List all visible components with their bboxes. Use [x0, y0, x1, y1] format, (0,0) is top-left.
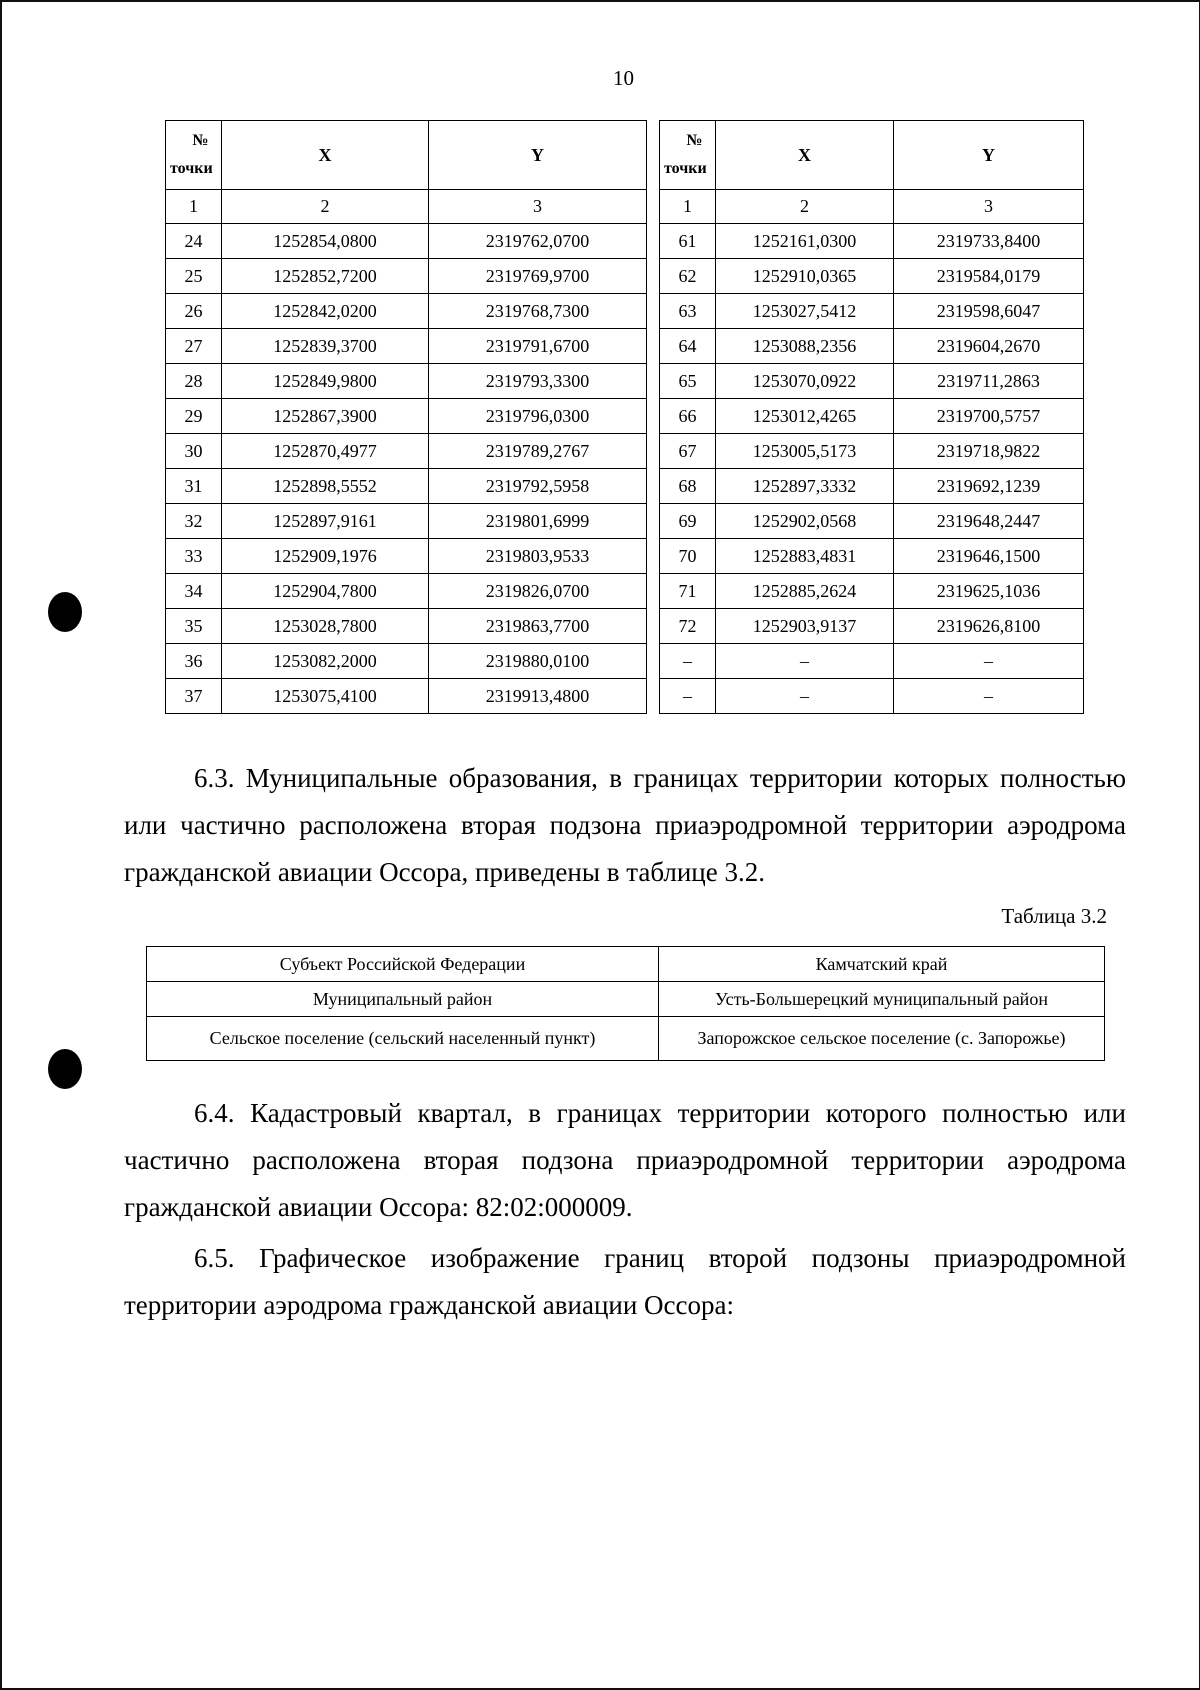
point-number-cell: 66 — [660, 399, 716, 434]
column-index: 3 — [894, 190, 1084, 224]
x-cell: 1252842,0200 — [222, 294, 429, 329]
table-row — [166, 574, 647, 609]
y-cell: 2319792,5958 — [429, 469, 647, 504]
x-cell: 1253012,4265 — [716, 399, 894, 434]
table-caption: Таблица 3.2 — [1001, 904, 1107, 928]
y-cell: 2319768,7300 — [429, 294, 647, 329]
point-number-cell: 67 — [660, 434, 716, 469]
x-cell: 1252904,7800 — [222, 574, 429, 609]
coordinates-table-right — [659, 120, 1084, 714]
table-row — [660, 329, 1084, 364]
x-cell: 1252867,3900 — [222, 399, 429, 434]
point-number-cell: 35 — [166, 609, 222, 644]
table-body — [660, 224, 1084, 714]
punch-hole — [48, 592, 82, 632]
table-cell: Усть-Большерецкий муниципальный район — [659, 982, 1105, 1017]
y-cell: – — [894, 679, 1084, 714]
x-header: X — [222, 121, 429, 190]
column-index: 2 — [716, 190, 894, 224]
column-index: 1 — [660, 190, 716, 224]
point-number-cell: – — [660, 679, 716, 714]
point-word: точки — [170, 160, 213, 177]
table-row — [660, 364, 1084, 399]
column-index: 3 — [429, 190, 647, 224]
point-number-cell: 65 — [660, 364, 716, 399]
point-number-cell: 62 — [660, 259, 716, 294]
x-cell: 1253005,5173 — [716, 434, 894, 469]
y-cell: 2319789,2767 — [429, 434, 647, 469]
table-row — [660, 399, 1084, 434]
section-6-4 — [124, 1090, 1126, 1231]
point-number-cell: 27 — [166, 329, 222, 364]
municipalities-table — [146, 946, 1105, 1061]
table-row — [660, 469, 1084, 504]
y-cell: 2319700,5757 — [894, 399, 1084, 434]
table-header-row — [660, 121, 1084, 190]
y-cell: 2319791,6700 — [429, 329, 647, 364]
y-cell: 2319769,9700 — [429, 259, 647, 294]
point-word: точки — [664, 160, 707, 177]
x-cell: 1252839,3700 — [222, 329, 429, 364]
point-number-cell: 72 — [660, 609, 716, 644]
y-cell: – — [894, 644, 1084, 679]
table-cell: Сельское поселение (сельский населенный пункт) — [147, 1017, 659, 1061]
y-cell: 2319598,6047 — [894, 294, 1084, 329]
point-number-header — [166, 121, 222, 190]
y-cell: 2319718,9822 — [894, 434, 1084, 469]
x-cell: 1252852,7200 — [222, 259, 429, 294]
point-number-cell: 69 — [660, 504, 716, 539]
table-row — [660, 434, 1084, 469]
point-number-cell: 33 — [166, 539, 222, 574]
x-cell: 1253075,4100 — [222, 679, 429, 714]
x-cell: 1253027,5412 — [716, 294, 894, 329]
section-6-3 — [124, 755, 1126, 896]
table-row — [147, 1017, 1105, 1061]
x-cell: 1252885,2624 — [716, 574, 894, 609]
y-cell: 2319626,8100 — [894, 609, 1084, 644]
y-cell: 2319826,0700 — [429, 574, 647, 609]
point-number-cell: 31 — [166, 469, 222, 504]
point-number-cell: – — [660, 644, 716, 679]
point-number-cell: 28 — [166, 364, 222, 399]
table-row — [147, 982, 1105, 1017]
y-cell: 2319796,0300 — [429, 399, 647, 434]
table-header-row — [166, 121, 647, 190]
table-cell: Субъект Российской Федерации — [147, 947, 659, 982]
y-cell: 2319604,2670 — [894, 329, 1084, 364]
table-row — [166, 504, 647, 539]
x-cell: 1252909,1976 — [222, 539, 429, 574]
table-cell: Запорожское сельское поселение (с. Запорожье) — [659, 1017, 1105, 1061]
y-cell: 2319762,0700 — [429, 224, 647, 259]
number-sign: № — [686, 132, 703, 149]
table-row — [660, 294, 1084, 329]
x-cell: 1252849,9800 — [222, 364, 429, 399]
table-row — [660, 539, 1084, 574]
y-header: Y — [429, 121, 647, 190]
page-number: 10 — [613, 66, 634, 90]
x-cell: 1252854,0800 — [222, 224, 429, 259]
table-row — [660, 224, 1084, 259]
column-index-row — [166, 190, 647, 224]
x-cell: 1253070,0922 — [716, 364, 894, 399]
coordinates-table-left — [165, 120, 647, 714]
table-row — [166, 294, 647, 329]
table-row — [166, 609, 647, 644]
table-row — [660, 504, 1084, 539]
table-row — [166, 224, 647, 259]
table-row — [166, 399, 647, 434]
table-row — [660, 679, 1084, 714]
x-cell: 1252161,0300 — [716, 224, 894, 259]
x-cell: – — [716, 644, 894, 679]
table-body — [166, 224, 647, 714]
y-cell: 2319625,1036 — [894, 574, 1084, 609]
x-cell: 1252903,9137 — [716, 609, 894, 644]
y-cell: 2319863,7700 — [429, 609, 647, 644]
table-row — [166, 364, 647, 399]
table-row — [660, 574, 1084, 609]
table-row — [660, 609, 1084, 644]
point-number-cell: 32 — [166, 504, 222, 539]
column-index: 1 — [166, 190, 222, 224]
point-number-cell: 68 — [660, 469, 716, 504]
table-row — [166, 259, 647, 294]
x-cell: 1252910,0365 — [716, 259, 894, 294]
table-row — [660, 259, 1084, 294]
x-cell: 1252897,3332 — [716, 469, 894, 504]
y-cell: 2319803,9533 — [429, 539, 647, 574]
y-cell: 2319801,6999 — [429, 504, 647, 539]
x-cell: – — [716, 679, 894, 714]
y-cell: 2319733,8400 — [894, 224, 1084, 259]
point-number-cell: 36 — [166, 644, 222, 679]
y-cell: 2319648,2447 — [894, 504, 1084, 539]
point-number-cell: 30 — [166, 434, 222, 469]
table-row — [166, 679, 647, 714]
x-cell: 1252898,5552 — [222, 469, 429, 504]
point-number-cell: 64 — [660, 329, 716, 364]
column-index-row — [660, 190, 1084, 224]
section-6-5 — [124, 1235, 1126, 1329]
y-cell: 2319913,4800 — [429, 679, 647, 714]
column-index: 2 — [222, 190, 429, 224]
point-number-header — [660, 121, 716, 190]
y-cell: 2319880,0100 — [429, 644, 647, 679]
x-cell: 1252897,9161 — [222, 504, 429, 539]
table-row — [166, 329, 647, 364]
x-cell: 1253082,2000 — [222, 644, 429, 679]
point-number-cell: 71 — [660, 574, 716, 609]
table-row — [166, 434, 647, 469]
point-number-cell: 24 — [166, 224, 222, 259]
point-number-cell: 34 — [166, 574, 222, 609]
number-sign: № — [192, 132, 209, 149]
x-cell: 1252870,4977 — [222, 434, 429, 469]
point-number-cell: 61 — [660, 224, 716, 259]
x-cell: 1252902,0568 — [716, 504, 894, 539]
y-cell: 2319711,2863 — [894, 364, 1084, 399]
y-cell: 2319793,3300 — [429, 364, 647, 399]
table-row — [166, 539, 647, 574]
y-cell: 2319584,0179 — [894, 259, 1084, 294]
table-row — [147, 947, 1105, 982]
table-row — [166, 469, 647, 504]
point-number-cell: 63 — [660, 294, 716, 329]
x-header: X — [716, 121, 894, 190]
y-header: Y — [894, 121, 1084, 190]
section-6-4-text: 6.4. Кадастровый квартал, в границах территории которого полностью или частично расположена вторая подзона приаэродромной территории аэродрома гражданской авиации Оссора: 82:02:000009. — [124, 1098, 1126, 1222]
point-number-cell: 70 — [660, 539, 716, 574]
point-number-cell: 37 — [166, 679, 222, 714]
table-cell: Камчатский край — [659, 947, 1105, 982]
point-number-cell: 29 — [166, 399, 222, 434]
x-cell: 1253028,7800 — [222, 609, 429, 644]
y-cell: 2319692,1239 — [894, 469, 1084, 504]
x-cell: 1252883,4831 — [716, 539, 894, 574]
y-cell: 2319646,1500 — [894, 539, 1084, 574]
section-6-3-text: 6.3. Муниципальные образования, в границах территории которых полностью или частично расположена вторая подзона приаэродромной территории аэродрома гражданской авиации Оссора, приведены в таблице 3.2. — [124, 763, 1126, 887]
table-row — [166, 644, 647, 679]
table-cell: Муниципальный район — [147, 982, 659, 1017]
point-number-cell: 25 — [166, 259, 222, 294]
section-6-5-text: 6.5. Графическое изображение границ второй подзоны приаэродромной территории аэродрома гражданской авиации Оссора: — [124, 1243, 1126, 1320]
x-cell: 1253088,2356 — [716, 329, 894, 364]
punch-hole — [48, 1049, 82, 1089]
point-number-cell: 26 — [166, 294, 222, 329]
table-row — [660, 644, 1084, 679]
